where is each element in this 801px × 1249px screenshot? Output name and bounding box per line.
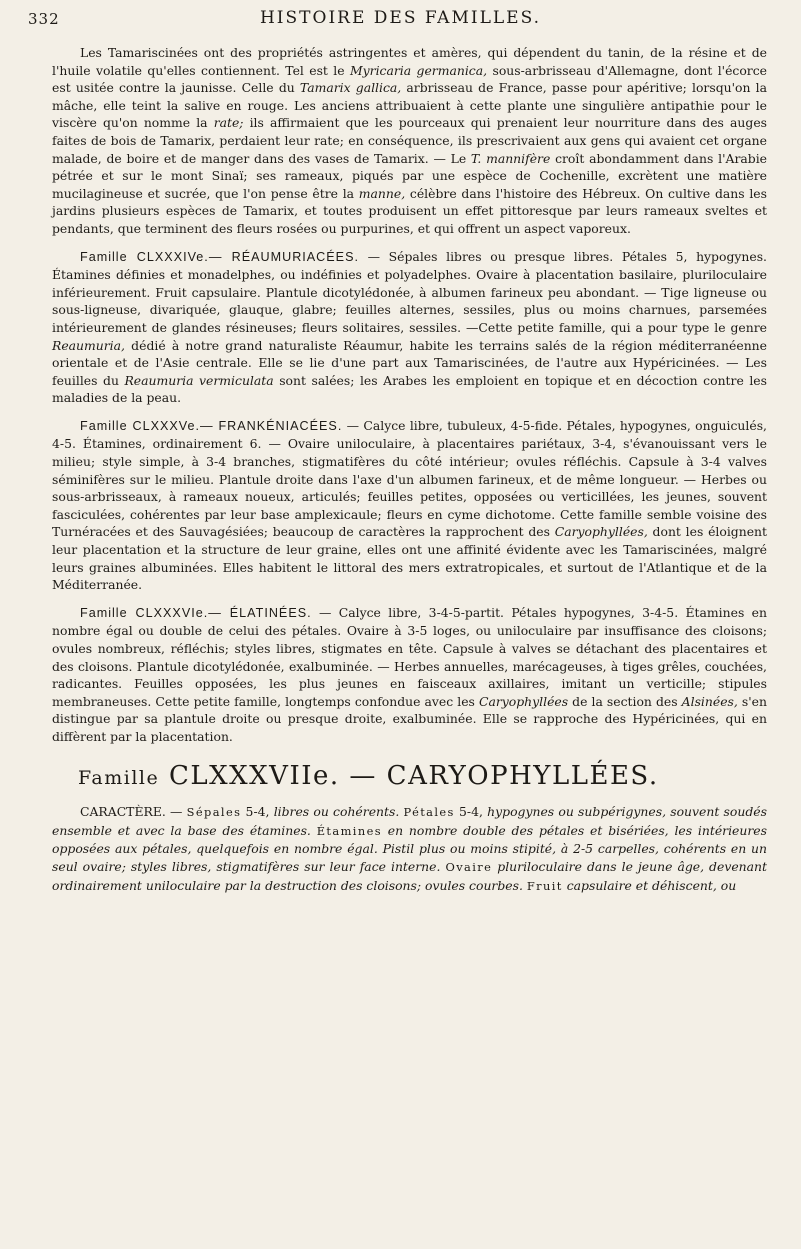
term: Sépales — [186, 805, 242, 820]
text: 5-4, — [241, 804, 274, 820]
text: ils affirmaient que les pourceaux qui prenaient leur nourriture dans des auges faites de bois de Tamarix, perdaient leur rate; en conséquence, ils prescrivaient aux gens qui avaient cet organe malade, de boire et de manger dans des vases de Tamarix. — Le — [52, 115, 768, 166]
family-ref: Caryophyllées, — [554, 524, 648, 540]
section-heading-caryophyllees — [78, 760, 767, 791]
running-title: HISTOIRE DES FAMILLES. — [259, 8, 542, 28]
text: célèbre dans l'histoire des Hébreux. On cultive dans les jardins plusieurs espèces de Tamarix, et toutes produisent un effet pittoresque par leurs rameaux sveltes et pendants, que terminent des fleurs rosées ou purpurines, et qui offrent un aspect vaporeux. — [52, 185, 767, 236]
family-ref: Caryophyllées — [478, 693, 569, 709]
description: en nombre double des pétales et bisériées, les intérieures opposées aux pétales, quelquefois en nombre égal. Pistil plus ou moins stipité, à 2-5 carpelles, cohérents en un seul ovaire; styles libres, stigmatifères sur leur face interne. — [52, 822, 767, 874]
text: croît abondamment dans l'Arabie pétrée et sur le mont Sinaï; ses rameaux, piqués par une espèce de Cochenille, excrètent une matière mucilagineuse et sucrée, que l'on pense être la — [52, 150, 768, 201]
paragraph-frankeniacees — [52, 417, 767, 594]
text: dont les éloignent leur placentation et la structure de leur graine, elles ont une affinité évidente avec les Tamariscinées, malgré leurs graines albuminées. Elles habitent le littoral des mers extratropicales, et surtout de l'Atlantique et de la Méditerranée. — [52, 524, 767, 593]
paragraph-reaumuriacees — [52, 248, 767, 407]
paragraph-elatinees — [52, 604, 767, 746]
text: sont salées; les Arabes les emploient en topique et en décoction contre les maladies de la peau. — [52, 372, 767, 406]
term: Fruit — [526, 878, 563, 893]
description: capsulaire et déhiscent, ou — [562, 877, 737, 893]
heading-name: — CARYOPHYLLÉES. — [349, 760, 659, 791]
family-name: — ÉLATINÉES. — [208, 605, 312, 620]
description: libres ou cohérents. — [273, 804, 400, 820]
heading-number: CLXXXVIIe. — [168, 760, 340, 791]
species-name: Reaumuria vermiculata — [124, 372, 274, 388]
character-label: CARACTÈRE. — [80, 804, 166, 820]
term: Pétales — [403, 805, 455, 820]
text: arbrisseau de France, passe pour apéritive; lorsqu'on la mâche, elle teint la salive en rouge. Les anciens attribuaient à cette plante une singulière antipathie pour le viscère qu'on nomme la — [52, 80, 767, 131]
heading-word: Famille — [78, 766, 160, 789]
text: de la section des — [568, 693, 682, 709]
page-body — [52, 44, 767, 895]
description: hypogynes ou subpérigynes, souvent soudés ensemble et avec la base des étamines. — [52, 804, 767, 838]
text: Les Tamariscinées ont des propriétés astringentes et amères, qui dépendent du tanin, de la résine et de l'huile volatile qu'elles contiennent. Tel est le — [52, 45, 767, 78]
text: 5-4, — [454, 804, 488, 820]
description: pluriloculaire dans le jeune âge, devenant ordinairement uniloculaire par la destruction des cloisons; ovules courbes. — [52, 858, 767, 893]
emphasis: manne, — [358, 185, 406, 201]
page-number: 332 — [28, 10, 60, 28]
text: — Calyce libre, tubuleux, 4-5-fide. Pétales, hypogynes, onguiculés, 4-5. Étamines, ordinairement 6. — Ovaire uniloculaire, à placentaires pariétaux, 3-4, s'évanouissant vers le milieu; style simple, à 3-4 branches, stigmatifères du côté intérieur; ovules réfléchis. Capsule à 3-4 valves séminifères sur le milieu. Plantule droite dans l'axe d'un albumen farineux, et de même longueur. — Herbes ou sous-arbrisseaux, à rameaux noueux, articulés; feuilles petites, opposées ou verticillées, les jeunes, souvent fasciculées, cohérentes par leur base amplexicaule; fleurs en cyme dichotome. Cette famille semble voisine des Turnéracées et des Sauvagésiées; beaucoup de caractères la rapprochent des — [52, 417, 767, 540]
paragraph-tamariscinees — [52, 44, 767, 238]
text: — Calyce libre, 3-4-5-partit. Pétales hypogynes, 3-4-5. Étamines en nombre égal ou double de celui des pétales. Ovaire à 3-5 loges, ou uniloculaire par insuffisance des cloisons; ovules nombreux, réfléchis; styles libres, stigmates en tête. Capsule à valves se détachant des placentaires et des cloisons. Plantule dicotylédonée, exalbuminée. — Herbes annuelles, marécageuses, à tiges grêles, couchées, radicantes. Feuilles opposées, les plus jeunes en faisceaux axillaires, imitant un verticille; stipules membraneuses. Cette petite famille, longtemps confondue avec les — [52, 604, 767, 709]
section-ref: Alsinées, — [681, 693, 738, 709]
term: Ovaire — [445, 859, 493, 874]
genus-name: Reaumuria, — [52, 337, 125, 353]
page-header — [28, 4, 773, 34]
family-label: Famille CLXXXVIe. — [80, 605, 209, 620]
text: sous-arbrisseau d'Allemagne, dont l'écorce est usitée contre la jaunisse. Celle du — [52, 62, 767, 96]
family-label: Famille CLXXXIVe. — [80, 249, 209, 264]
text: — — [165, 804, 187, 820]
text: dédié à notre grand naturaliste Réaumur, habite les terrains salés de la région méditerranéenne orientale et de l'Asie centrale. Elle se lie d'une part aux Tamariscinées, de l'autre aux Hypéricinées. — Les feuilles du — [52, 337, 767, 388]
paragraph-caractere — [52, 803, 767, 895]
text: s'en distingue par sa plantule droite ou presque droite, exalbuminée. Elle se rapproche des Hypéricinées, qui en diffèrent par la placentation. — [52, 693, 767, 744]
emphasis: rate; — [213, 115, 244, 131]
term: Étamines — [316, 823, 382, 838]
family-name: — RÉAUMURIACÉES. — [208, 249, 359, 264]
family-label: Famille CLXXXVe. — [80, 418, 200, 433]
species-name: Myricaria germanica, — [349, 62, 488, 78]
family-name: — FRANKÉNIACÉES. — [199, 418, 343, 433]
species-name: Tamarix gallica, — [299, 80, 402, 96]
species-name: T. mannifère — [470, 150, 551, 166]
text: — Sépales libres ou presque libres. Pétales 5, hypogynes. Étamines définies et monadelphes, ou indéfinies et polyadelphes. Ovaire à placentation basilaire, pluriloculaire inférieurement. Fruit capsulaire. Plantule dicotylédonée, à albumen farineux peu abondant. — Tige ligneuse ou sous-ligneuse, divariquée, glauque, glabre; feuilles alternes, sessiles, plus ou moins charnues, parsemées intérieurement de glandes résineuses; fleurs solitaires, sessiles. —Cette petite famille, qui a pour type le genre — [52, 248, 767, 335]
